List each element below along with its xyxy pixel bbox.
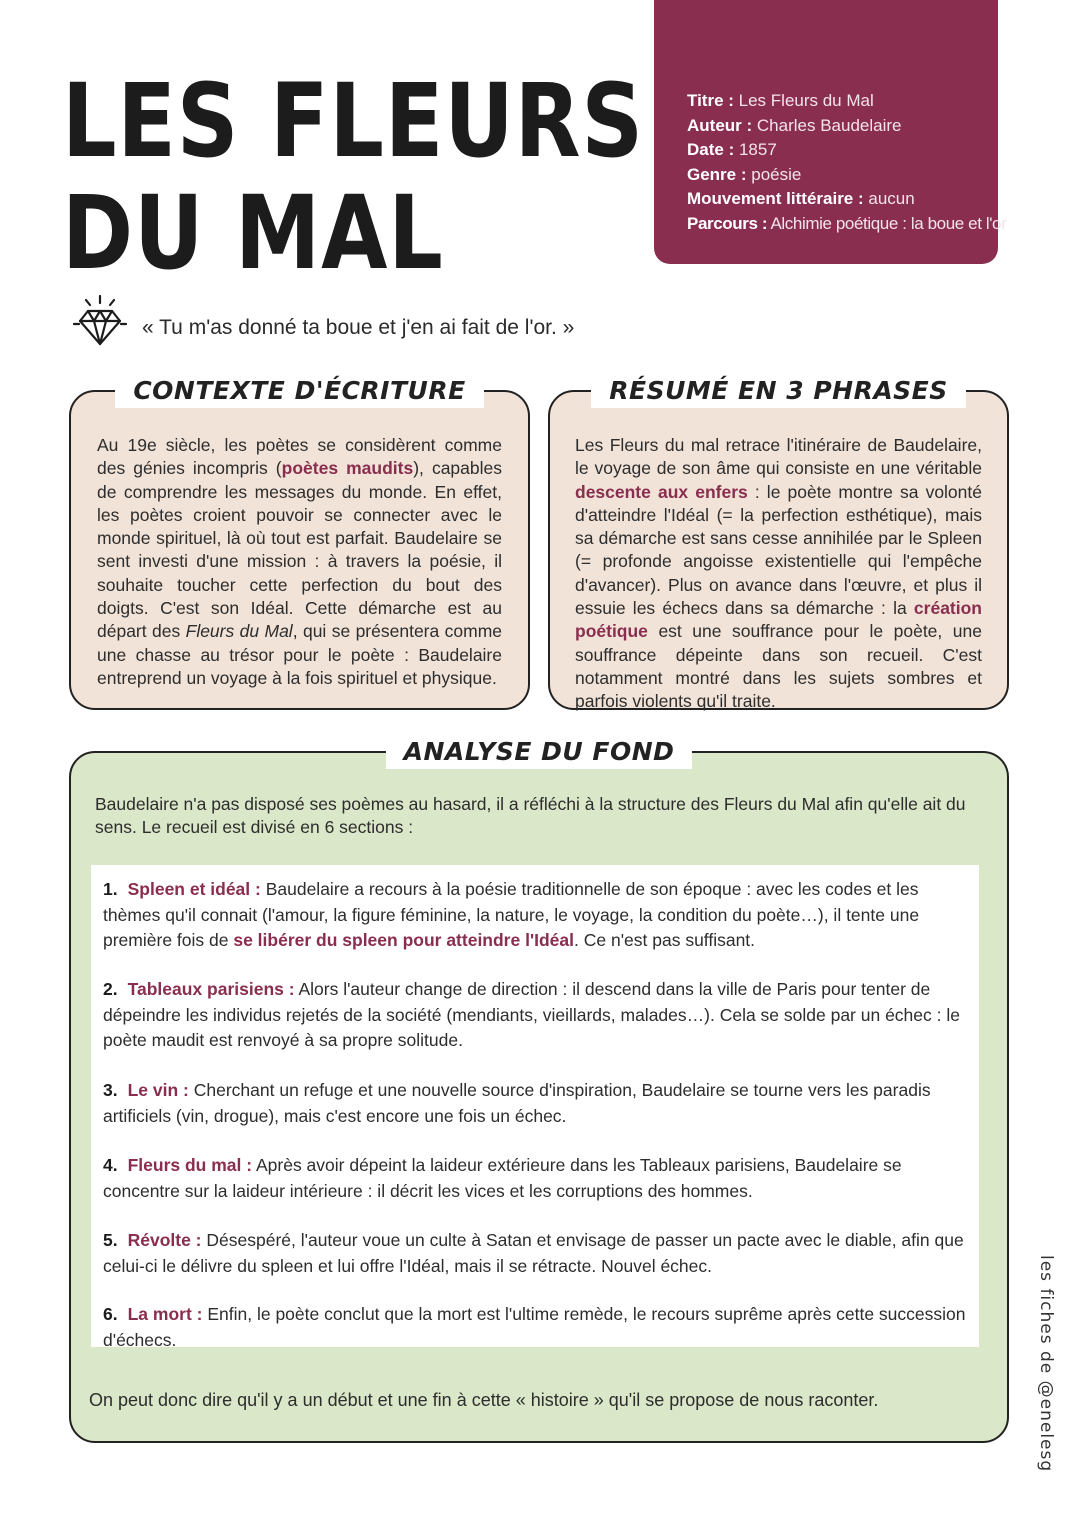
- info-value: Alchimie poétique : la boue et l'or: [767, 213, 1007, 233]
- text-run: est une souffrance pour le poète, une souffrance dépeinte dans son recueil. C'est notamment montré dans les sujets sombres et parfois violents qu'il traite.: [575, 621, 982, 712]
- page-title: [62, 62, 644, 293]
- title-line-1: LES FLEURS: [62, 62, 644, 181]
- info-parcours: [687, 212, 1007, 237]
- item-label: Révolte :: [127, 1230, 202, 1250]
- item-text: Alors l'auteur change de direction : il descend dans la ville de Paris pour tenter de dépeindre les individus rejetés de la société (mendiants, vieillards, malades…). Cela se solde par un échec : le poète maudit est renvoyé à sa propre solitude.: [103, 979, 960, 1050]
- analysis-box: [69, 737, 1009, 1443]
- item-label: Fleurs du mal :: [127, 1155, 253, 1175]
- highlight: poètes maudits: [281, 458, 414, 479]
- list-item: [103, 1153, 967, 1204]
- item-text: Baudelaire a recours à la poésie traditionnelle de son époque : avec les codes et les thèmes qu'il connait (l'amour, la figure féminine, la nature, le voyage, la condition du poète…), il tente une première fois de: [103, 879, 920, 950]
- epigraph-quote: « Tu m'as donné ta boue et j'en ai fait de l'or. »: [142, 316, 575, 339]
- analysis-heading: ANALYSE DU FOND: [386, 735, 693, 769]
- title-line-2: DU MAL: [62, 174, 444, 293]
- info-box: [654, 0, 1007, 264]
- info-label: Titre :: [687, 91, 734, 110]
- analysis-intro: Baudelaire n'a pas disposé ses poèmes au hasard, il a réfléchi à la structure des Fleurs du Mal afin qu'elle ait du sens. Le recueil est divisé en 6 sections :: [95, 794, 966, 838]
- info-author: [687, 114, 988, 139]
- info-label: Genre :: [687, 164, 747, 184]
- info-value: Les Fleurs du Mal: [733, 91, 874, 110]
- text-run: Les Fleurs du mal retrace l'itinéraire de Baudelaire, le voyage de son âme qui consiste en une véritable: [575, 435, 982, 479]
- highlight: création poétique: [575, 598, 982, 642]
- info-label: Auteur :: [687, 115, 753, 135]
- item-text: Désespéré, l'auteur voue un culte à Satan et envisage de passer un pacte avec le diable, afin que celui-ci le délivre du spleen et lui offre l'Idéal, mais il se rétracte. Nouvel échec.: [103, 1230, 964, 1276]
- item-text: . Ce n'est pas suffisant.: [574, 930, 756, 950]
- item-number: 2.: [103, 979, 118, 999]
- item-label: Tableaux parisiens :: [127, 979, 295, 999]
- summary-box: [548, 376, 1009, 712]
- author-credit: les fiches de @enelesg: [1036, 1255, 1056, 1473]
- item-number: 1.: [103, 879, 118, 899]
- list-item: [103, 1228, 967, 1279]
- item-number: 6.: [103, 1304, 118, 1324]
- info-value: Charles Baudelaire: [752, 115, 902, 135]
- item-number: 4.: [103, 1155, 118, 1175]
- item-label: Le vin :: [127, 1080, 189, 1100]
- info-value: poésie: [746, 164, 802, 184]
- info-label: Date :: [687, 140, 735, 159]
- item-label: Spleen et idéal :: [127, 879, 261, 899]
- info-value: 1857: [734, 140, 777, 159]
- italic-title: Fleurs du Mal: [185, 621, 293, 642]
- info-value: aucun: [863, 189, 915, 208]
- item-number: 3.: [103, 1080, 118, 1100]
- info-label: Parcours :: [687, 213, 768, 233]
- highlight: descente aux enfers: [575, 481, 748, 502]
- list-item: [103, 977, 967, 1054]
- info-movement: [687, 187, 988, 212]
- analysis-conclusion: On peut donc dire qu'il y a un début et une fin à cette « histoire » qu'il se propose de nous raconter.: [89, 1390, 879, 1410]
- info-title: [687, 89, 988, 114]
- text-run: , qui se présentera comme une chasse au trésor pour le poète : Baudelaire entreprend un voyage à la fois spirituel et physique.: [97, 621, 503, 688]
- item-text: Après avoir dépeint la laideur extérieure dans les Tableaux parisiens, Baudelaire se concentre sur la laideur intérieure : il décrit les vices et les corruptions des hommes.: [103, 1155, 902, 1201]
- text-run: ), capables de comprendre les messages du monde. En effet, les poètes croient pouvoir se connecter avec le monde spirituel, là où tout est parfait. Baudelaire se sent investi d'une mission : à travers la poésie, il souhaite toucher cette perfection du bout des doigts. C'est son Idéal. Cette démarche est au départ des: [97, 458, 502, 642]
- item-number: 5.: [103, 1230, 118, 1250]
- info-date: [687, 138, 988, 163]
- sections-list: [91, 865, 979, 1350]
- item-text: Cherchant un refuge et une nouvelle source d'inspiration, Baudelaire se tourne vers les paradis artificiels (vin, drogue), mais c'est encore une fois un échec.: [103, 1080, 931, 1126]
- text-run: Au 19e siècle, les poètes se considèrent comme des génies incompris (: [97, 435, 502, 479]
- summary-text: [575, 434, 982, 714]
- text-run: : le poète montre sa volonté d'atteindre l'Idéal (= la perfection esthétique), mais sa démarche est sans cesse annihilée par le Spleen (= profonde angoisse existentielle qui l'empêche d'avancer). Plus on avance dans l'œuvre, et plus il essuie les échecs dans sa démarche : la: [575, 481, 982, 619]
- context-heading: CONTEXTE D'ÉCRITURE: [115, 374, 483, 408]
- highlight: se libérer du spleen pour atteindre l'Idéal: [233, 930, 574, 950]
- item-label: La mort :: [127, 1304, 203, 1324]
- list-item: [103, 877, 967, 954]
- info-genre: [687, 163, 988, 188]
- diamond-icon: [72, 294, 128, 350]
- info-label: Mouvement littéraire :: [687, 189, 864, 208]
- context-box: [69, 376, 530, 710]
- item-text: Enfin, le poète conclut que la mort est l'ultime remède, le recours suprême après cette succession d'échecs.: [103, 1304, 966, 1350]
- summary-heading: RÉSUMÉ EN 3 PHRASES: [591, 374, 966, 408]
- context-text: [97, 434, 502, 690]
- list-item: [103, 1078, 967, 1129]
- list-item: [103, 1302, 967, 1353]
